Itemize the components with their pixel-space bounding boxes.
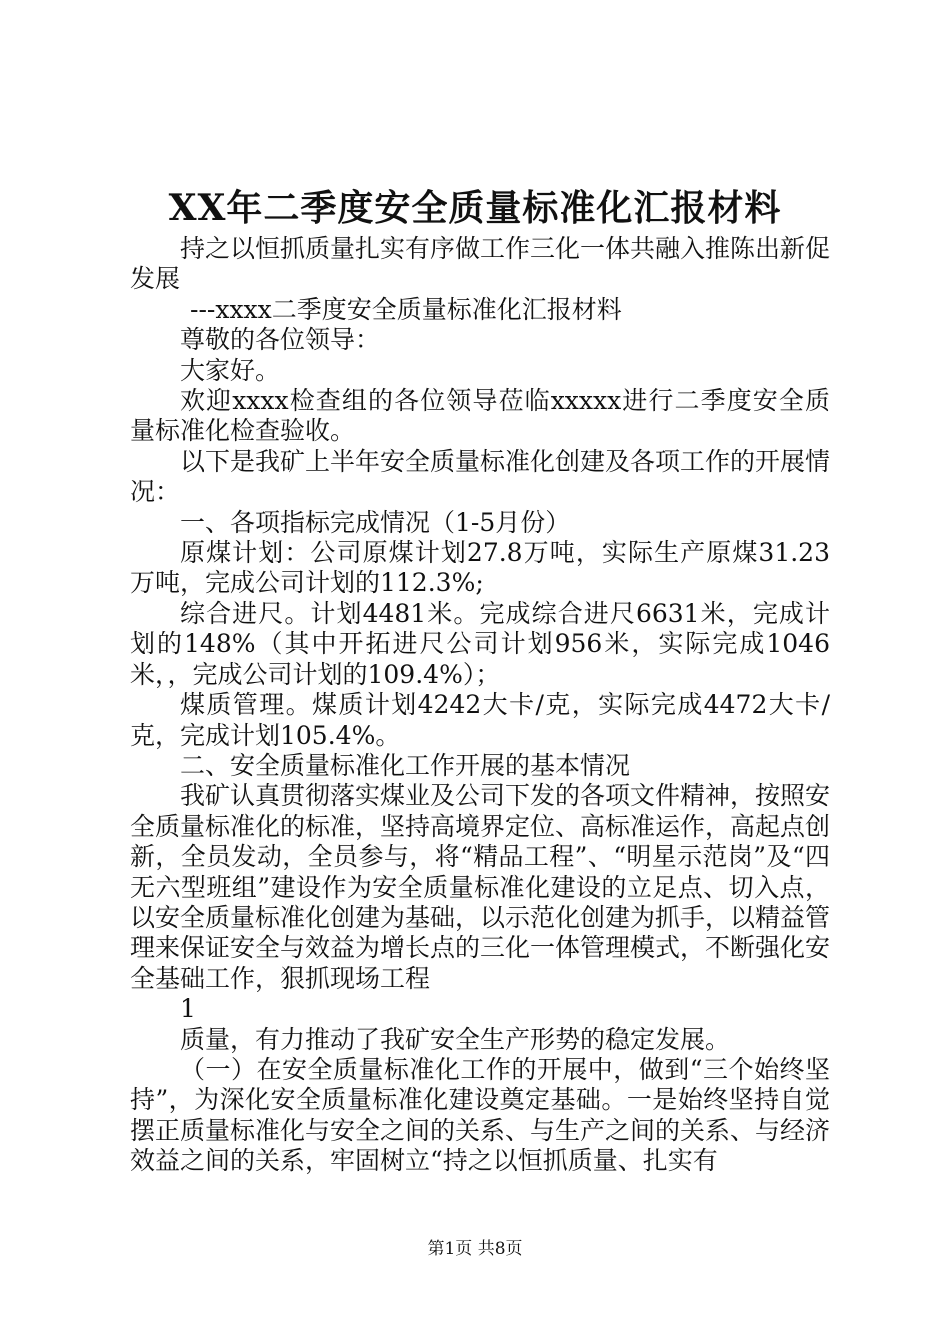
- page-footer: 第1页 共8页: [427, 1239, 523, 1259]
- page-marker: 1: [180, 994, 196, 1024]
- subsection-paragraph-1: （一）在安全质量标准化工作的开展中，做到“三个始终坚持”，为深化安全质量标准化建设奠定基础。一是始终坚持自觉摆正质量标准化与安全之间的关系、与生产之间的关系、与经济效益之间的关系，牢固树立“持之以恒抓质量、扎实有: [130, 1054, 831, 1176]
- coal-quality-paragraph: 煤质管理。煤质计划4242大卡/克，实际完成4472大卡/克，完成计划105.4%。: [130, 690, 830, 750]
- section-heading-1: 一、各项指标完成情况（1-5月份）: [180, 507, 571, 537]
- intro-paragraph: 以下是我矿上半年安全质量标准化创建及各项工作的开展情况：: [130, 446, 831, 507]
- welcome-paragraph: 欢迎xxxx检查组的各位领导莅临xxxxx进行二季度安全质量标准化检查验收。: [130, 386, 830, 446]
- document-body: [130, 234, 830, 1177]
- document-title: XX年二季度安全质量标准化汇报材料: [168, 187, 782, 229]
- subtitle-paragraph: 持之以恒抓质量扎实有序做工作三化一体共融入推陈出新促发展: [130, 234, 831, 294]
- implementation-paragraph: 我矿认真贯彻落实煤业及公司下发的各项文件精神，按照安全质量标准化的标准，坚持高境界定位、高标准运作，高起点创新，全员发动，全员参与，将“精品工程”、“明星示范岗”及“四无六型班组”建设作为安全质量标准化建设的立足点、切入点，以安全质量标准化创建为基础，以示范化创建为抓手，以精益管理来保证安全与效益为增长点的三化一体管理模式，不断强化安全基础工作，狠抓现场工程: [130, 781, 831, 993]
- section-heading-2: 二、安全质量标准化工作开展的基本情况: [180, 750, 631, 780]
- footage-paragraph: 综合进尺。计划4481米。完成综合进尺6631米，完成计划的148%（其中开拓进尺公司计划956米，实际完成1046米，，完成公司计划的109.4%）；: [130, 598, 830, 689]
- salutation: 尊敬的各位领导：: [180, 325, 381, 355]
- continuation-paragraph: 质量，有力推动了我矿安全生产形势的稳定发展。: [180, 1024, 731, 1054]
- greeting: 大家好。: [180, 355, 281, 385]
- raw-coal-paragraph: 原煤计划：公司原煤计划27.8万吨，实际生产原煤31.23万吨，完成公司计划的112.3%;: [130, 538, 830, 598]
- subtitle-attribution: ---xxxx二季度安全质量标准化汇报材料: [190, 294, 622, 324]
